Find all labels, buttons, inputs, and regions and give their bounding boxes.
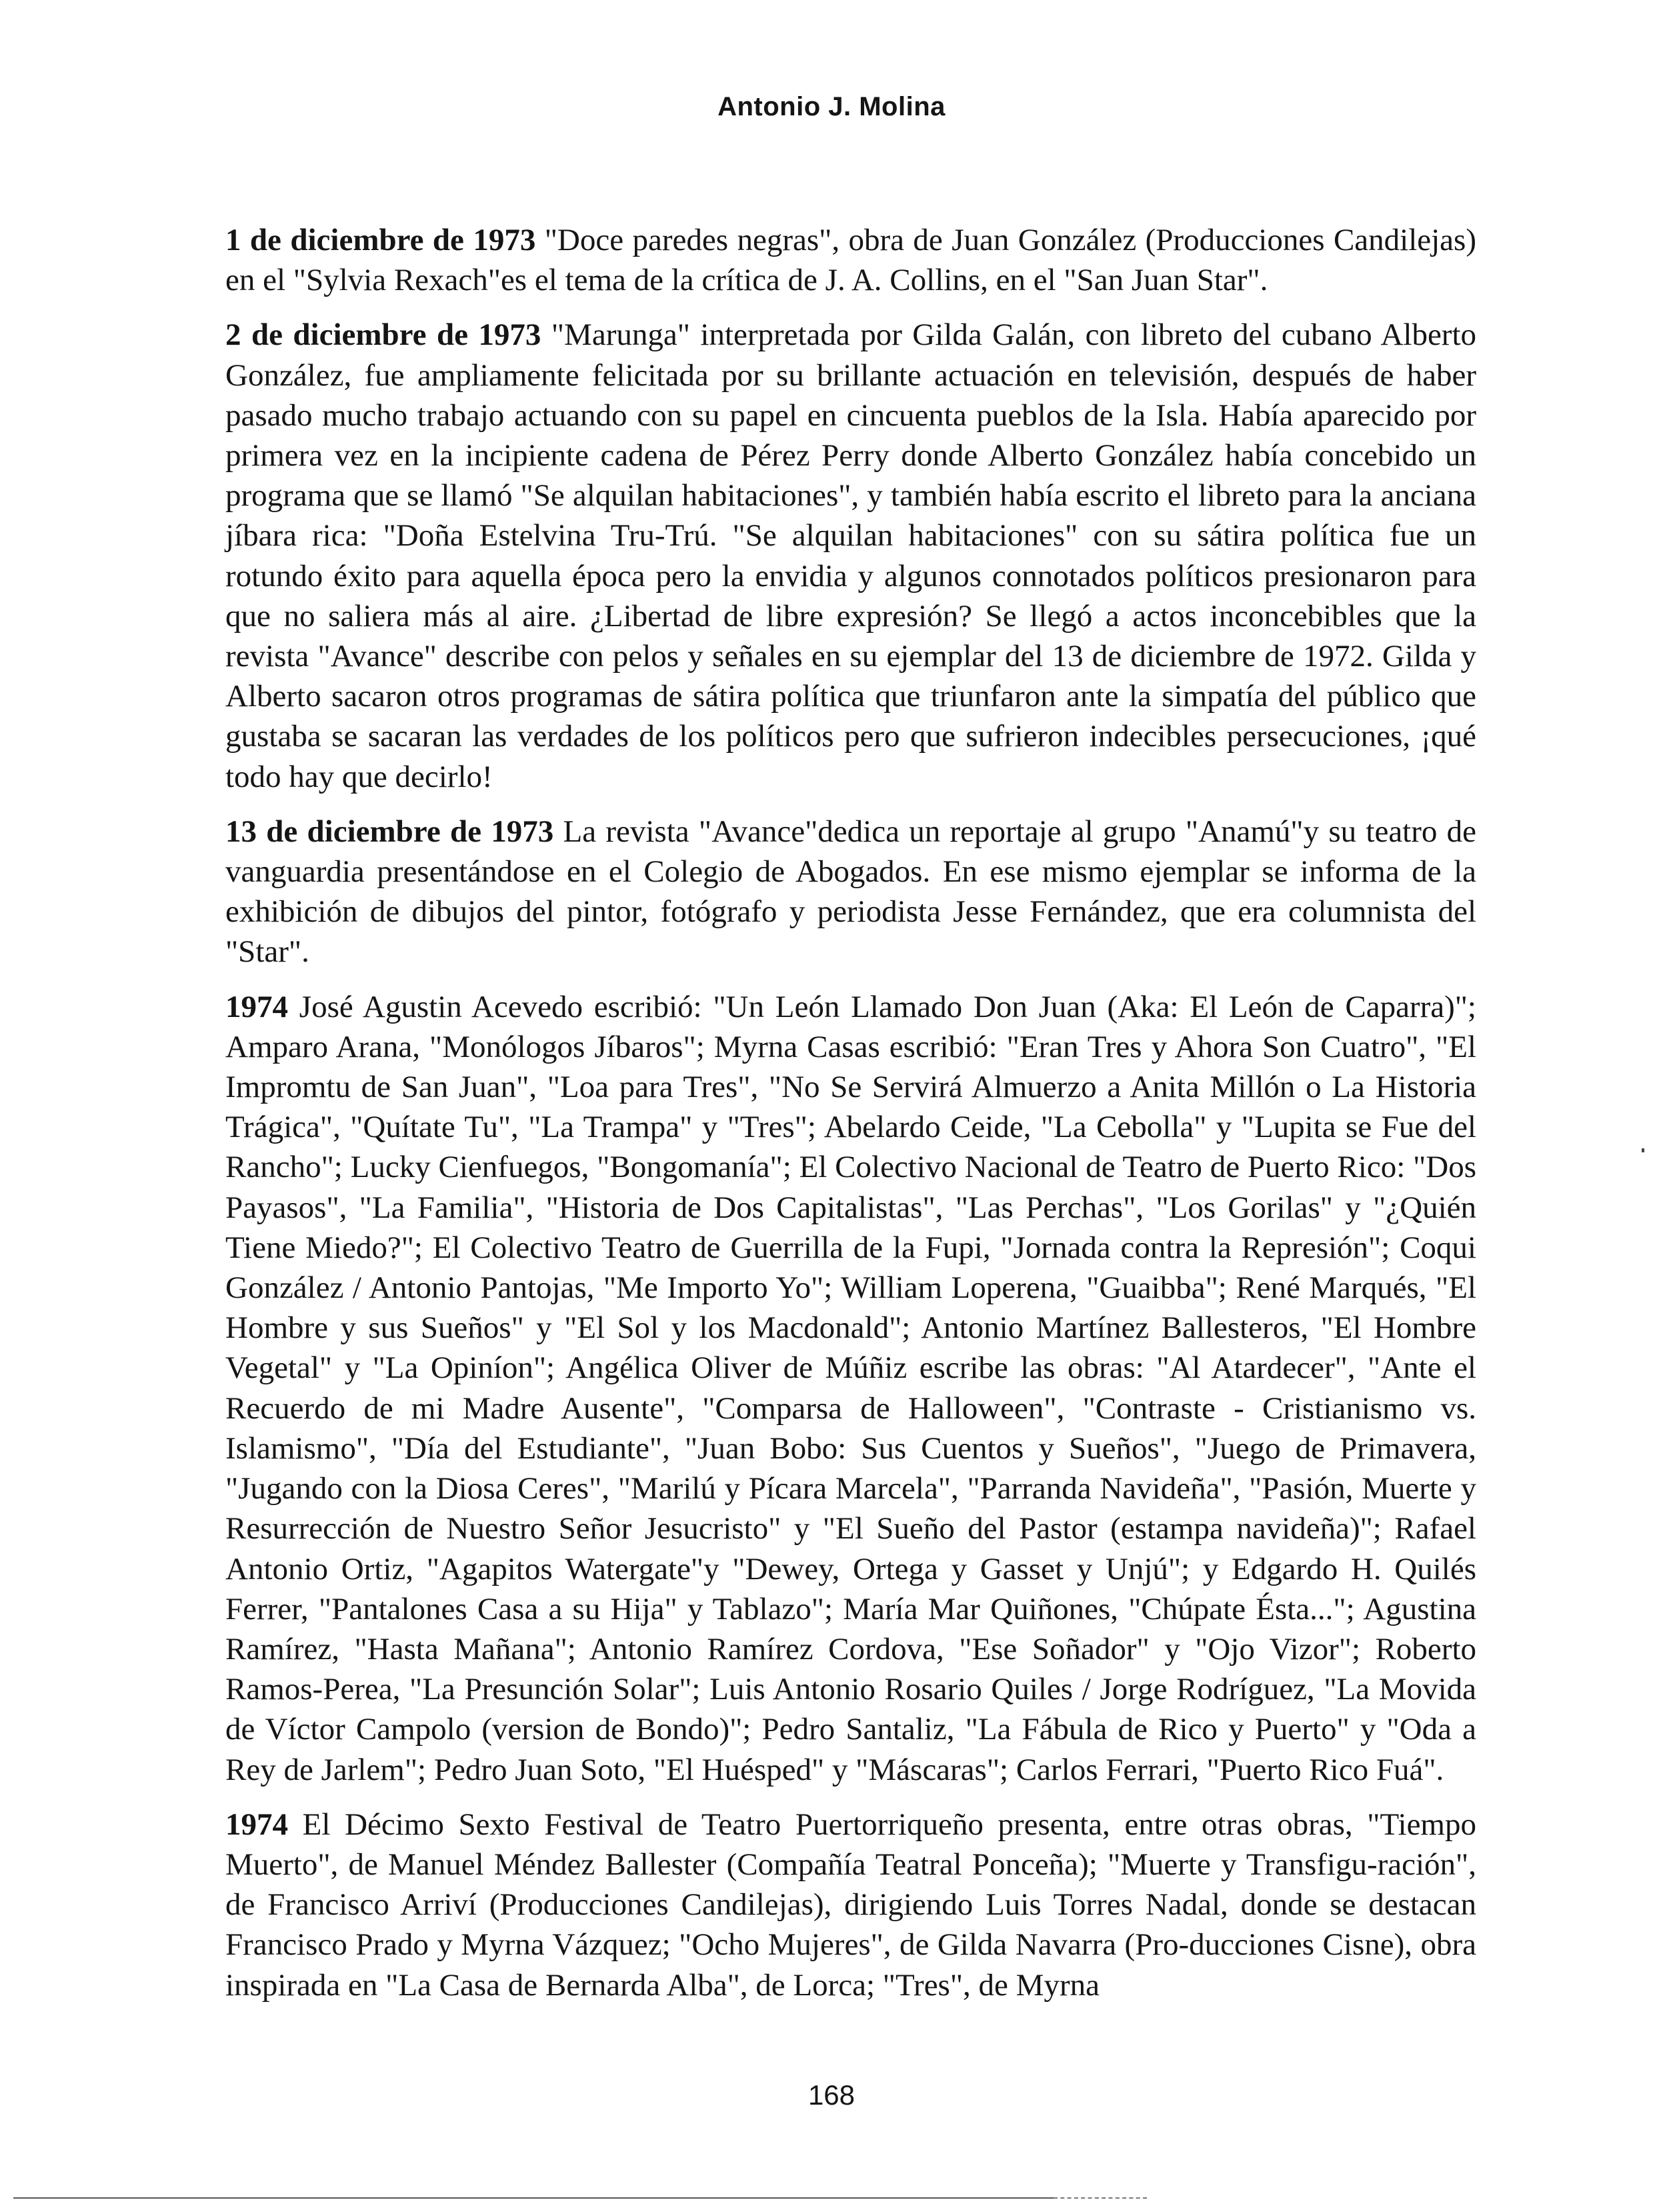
entry-text: "Doce paredes negras", obra de Juan González (Producciones Candilejas) en el "Sylvia Rexach"es el tema de la crítica de J. A. Collins, en el "San Juan Star". bbox=[225, 223, 1476, 298]
entry-date: 1 de diciembre de 1973 bbox=[225, 223, 536, 257]
entry-text: El Décimo Sexto Festival de Teatro Puertorriqueño presenta, entre otras obras, "Tiempo Muerto", de Manuel Méndez Ballester (Compañía Teatral Ponceña); "Muerte y Transfigu-ración", de Francisco Arriví (Producciones Candilejas), dirigiendo Luis Torres Nadal, donde se destacan Francisco Prado y Myrna Vázquez; "Ocho Mujeres", de Gilda Navarra (Pro-ducciones Cisne), obra inspirada en "La Casa de Bernarda Alba", de Lorca; "Tres", de Myrna bbox=[225, 1807, 1476, 2003]
entry-text: "Marunga" interpretada por Gilda Galán, con libreto del cubano Alberto González, fue ampliamente felicitada por su brillante actuación en televisión, después de haber pasado mucho trabajo actuando con su papel en cincuenta pueblos de la Isla. Había aparecido por primera vez en la incipiente cadena de Pérez Perry donde Alberto González había concebido un programa que se llamó "Se alquilan habitaciones", y también había escrito el libreto para la anciana jíbara rica: "Doña Estelvina Tru-Trú. "Se alquilan habitaciones" con su sátira política fue un rotundo éxito para aquella época pero la envidia y algunos connotados políticos presionaron para que no saliera más al aire. ¿Libertad de libre expresión? Se llegó a actos inconcebibles que la revista "Avance" describe con pelos y señales en su ejemplar del 13 de diciembre de 1972. Gilda y Alberto sacaron otros programas de sátira política que triunfaron ante la simpatía del público que gustaba se sacaran las verdades de los políticos pero que sufrieron indecibles persecuciones, ¡qué todo hay que decirlo! bbox=[225, 317, 1477, 794]
bottom-scan-rule bbox=[13, 2197, 1054, 2199]
chronology-entry bbox=[225, 812, 1476, 972]
page-number: 168 bbox=[807, 2079, 856, 2111]
chronology-entry bbox=[225, 1805, 1476, 2005]
entry-date: 13 de diciembre de 1973 bbox=[225, 814, 554, 849]
entry-date: 2 de diciembre de 1973 bbox=[225, 317, 541, 353]
bottom-scan-dash bbox=[1054, 2197, 1147, 2199]
chronology-entry bbox=[225, 987, 1476, 1790]
entry-date: 1974 bbox=[225, 989, 288, 1024]
entry-date: 1974 bbox=[225, 1807, 288, 1842]
chronology-entry bbox=[225, 220, 1476, 300]
chronology-entry bbox=[225, 315, 1476, 796]
running-head-author: Antonio J. Molina bbox=[717, 92, 946, 121]
page-body bbox=[225, 220, 1476, 2020]
entry-text: José Agustin Acevedo escribió: "Un León Llamado Don Juan (Aka: El León de Caparra)"; Amparo Arana, "Monólogos Jíbaros"; Myrna Casas escribió: "Eran Tres y Ahora Son Cuatro", "El Impromtu de San Juan", "Loa para Tres", "No Se Servirá Almuerzo a Anita Millón o La Historia Trágica", "Quítate Tu", "La Trampa" y "Tres"; Abelardo Ceide, "La Cebolla" y "Lupita se Fue del Rancho"; Lucky Cienfuegos, "Bongomanía"; El Colectivo Nacional de Teatro de Puerto Rico: "Dos Payasos", "La Familia", "Historia de Dos Capitalistas", "Las Perchas", "Los Gorilas" y "¿Quién Tiene Miedo?"; El Colectivo Teatro de Guerrilla de la Fupi, "Jornada contra la Represión"; Coqui González / Antonio Pantojas, "Me Importo Yo"; William Loperena, "Guaibba"; René Marqués, "El Hombre y sus Sueños" y "El Sol y los Macdonald"; Antonio Martínez Ballesteros, "El Hombre Vegetal" y "La Opiníon"; Angélica Oliver de Múñiz escribe las obras: "Al Atardecer", "Ante el Recuerdo de mi Madre Ausente", "Comparsa de Halloween", "Contraste - Cristianismo vs. Islamismo", "Día del Estudiante", "Juan Bobo: Sus Cuentos y Sueños", "Juego de Primavera, "Jugando con la Diosa Ceres", "Marilú y Pícara Marcela", "Parranda Navideña", "Pasión, Muerte y Resurrección de Nuestro Señor Jesucristo" y "El Sueño del Pastor (estampa navideña)"; Rafael Antonio Ortiz, "Agapitos Watergate"y "Dewey, Ortega y Gasset y Unjú"; y Edgardo H. Quilés Ferrer, "Pantalones Casa a su Hija" y Tablazo"; María Mar Quiñones, "Chúpate Ésta..."; Agustina Ramírez, "Hasta Mañana"; Antonio Ramírez Cordova, "Ese Soñador" y "Ojo Vizor"; Roberto Ramos-Perea, "La Presunción Solar"; Luis Antonio Rosario Quiles / Jorge Rodríguez, "La Movida de Víctor Campolo (version de Bondo)"; Pedro Santaliz, "La Fábula de Rico y Puerto" y "Oda a Rey de Jarlem"; Pedro Juan Soto, "El Huésped" y "Máscaras"; Carlos Ferrari, "Puerto Rico Fuá". bbox=[225, 989, 1476, 1787]
entry-text: La revista "Avance"dedica un reportaje al grupo "Anamú"y su teatro de vanguardia presentándose en el Colegio de Abogados. En ese mismo ejemplar se informa de la exhibición de dibujos del pintor, fotógrafo y periodista Jesse Fernández, que era columnista del "Star". bbox=[225, 814, 1477, 970]
margin-mark bbox=[1642, 1148, 1644, 1152]
